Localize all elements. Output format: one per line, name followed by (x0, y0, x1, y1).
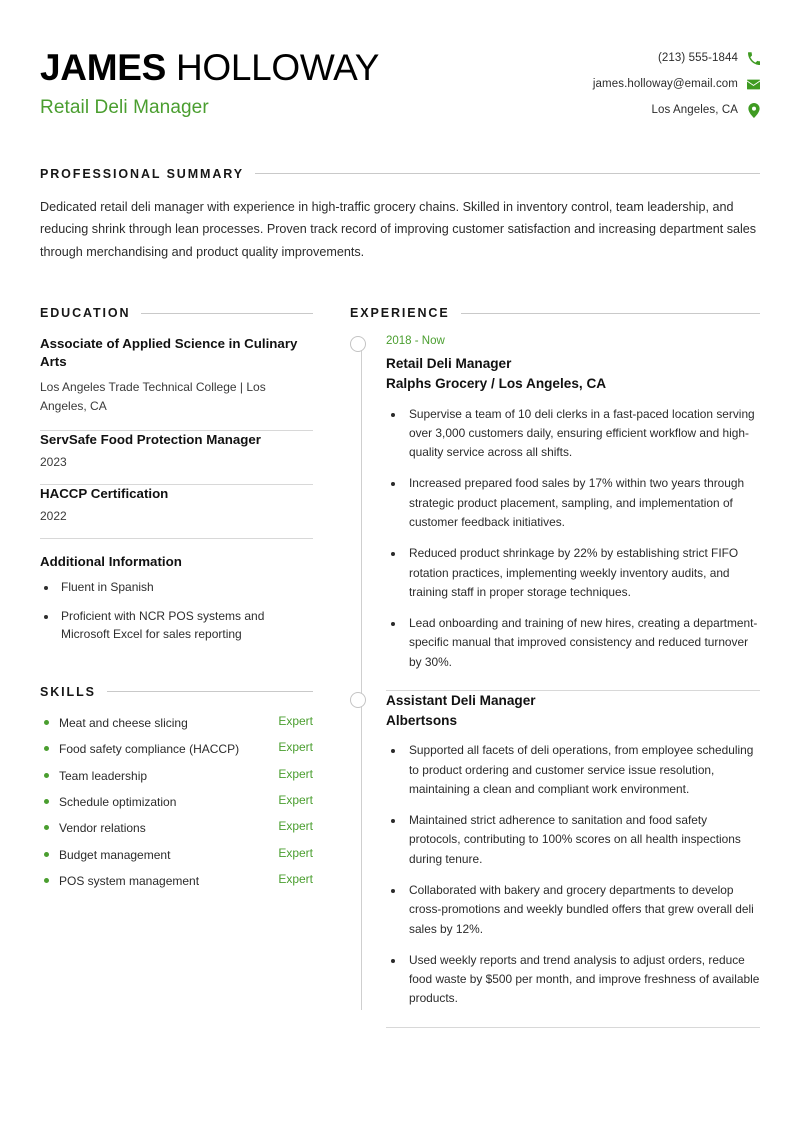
heading-rule (107, 691, 313, 692)
education-section (40, 306, 313, 643)
skill-level: Expert (278, 713, 313, 728)
skill-name: Schedule optimization (59, 795, 177, 810)
skill-item (40, 819, 313, 837)
page-title (40, 48, 379, 88)
heading-rule (141, 313, 313, 314)
summary-text: Dedicated retail deli manager with experience in high-traffic grocery chains. Skilled in inventory control, team leadership, and reducing shrink through lean processes. Proven track record of improving customer satisfaction and increasing department sales through merchandising and product quality improvements. (40, 199, 757, 259)
skill-level: Expert (278, 872, 313, 887)
skill-item (40, 793, 313, 811)
education-heading-label: EDUCATION (40, 306, 131, 321)
skill-item (40, 740, 313, 758)
timeline-marker-icon (350, 336, 366, 352)
experience-role: Retail Deli Manager (386, 356, 512, 372)
skill-item (40, 767, 313, 785)
experience-bullet-list (386, 741, 760, 1008)
experience-company: Albertsons (386, 712, 458, 728)
job-title: Retail Deli Manager (40, 96, 209, 118)
skill-level: Expert (278, 819, 313, 834)
list-item: • Reduced product shrinkage by 22% by establishing strict FIFO rotation practices, implementing weekly inventory audits, and training staff in proper storage techniques. (405, 544, 760, 602)
divider (386, 1027, 760, 1028)
additional-information-block (40, 539, 313, 643)
education-degree: ServSafe Food Protection Manager (40, 431, 261, 447)
experience-section-heading (350, 306, 760, 320)
experience-date: 2018 - Now (386, 335, 445, 348)
skills-section-heading (40, 685, 313, 699)
bullet-icon (44, 773, 49, 778)
education-year: 2023 (40, 454, 67, 469)
list-item: • Supported all facets of deli operations, from employee scheduling to product ordering and customer service issue resolution, maintaining a clean and compliant work environment. (405, 741, 760, 799)
summary-section-heading (40, 167, 760, 181)
education-entry (40, 335, 313, 430)
heading-rule (461, 313, 760, 314)
envelope-icon (747, 77, 760, 91)
experience-timeline (350, 335, 760, 1028)
list-item: • Proficient with NCR POS systems and Microsoft Excel for sales reporting (58, 607, 313, 643)
list-item: • Increased prepared food sales by 17% within two years through strategic product placement, sampling, and implementation of customer feedback initiatives. (405, 474, 760, 532)
contact-location-text: Los Angeles, CA (651, 104, 738, 116)
last-name: HOLLOWAY (175, 47, 380, 88)
additional-information-title: Additional Information (40, 553, 182, 569)
contact-phone[interactable] (593, 51, 760, 65)
bullet-icon (44, 720, 49, 725)
timeline-marker-icon (350, 692, 366, 708)
skill-item (40, 872, 313, 890)
bullet-icon (44, 852, 49, 857)
experience-entry (386, 335, 760, 690)
body-columns (40, 306, 760, 1028)
skill-name: Vendor relations (59, 821, 146, 836)
skill-level: Expert (278, 766, 313, 781)
contact-email-text: james.holloway@email.com (592, 78, 738, 90)
experience-entry (386, 691, 760, 1027)
professional-summary-section (40, 167, 760, 263)
bullet-icon (44, 799, 49, 804)
skill-item (40, 714, 313, 732)
contact-phone-text: (213) 555-1844 (657, 52, 738, 64)
list-item: • Fluent in Spanish (58, 578, 313, 596)
experience-company: Ralphs Grocery / Los Angeles, CA (386, 375, 607, 391)
list-item: • Maintained strict adherence to sanitation and food safety protocols, contributing to 100% scores on all health inspections during tenure. (405, 811, 760, 869)
skill-name: POS system management (59, 874, 200, 889)
education-entry (40, 485, 313, 538)
skill-level: Expert (278, 740, 313, 755)
identity-block (40, 46, 379, 119)
resume-header (40, 40, 760, 119)
additional-information-list (40, 578, 313, 643)
education-entry (40, 431, 313, 484)
education-school: Los Angeles Trade Technical College | Los Angeles, CA (40, 380, 266, 413)
bullet-icon (44, 825, 49, 830)
phone-icon (747, 51, 760, 65)
contact-email[interactable] (593, 77, 760, 91)
timeline-line (361, 349, 362, 1010)
list-item: • Collaborated with bakery and grocery departments to develop cross-promotions and weekly bundled offers that grew overall deli sales by 12%. (405, 881, 760, 939)
heading-rule (255, 173, 760, 174)
contact-block (593, 46, 760, 117)
experience-bullet-list (386, 405, 760, 672)
summary-heading-label: PROFESSIONAL SUMMARY (40, 166, 244, 181)
bullet-icon (44, 746, 49, 751)
skill-name: Budget management (59, 847, 171, 862)
experience-role: Assistant Deli Manager (386, 692, 536, 708)
education-degree: Associate of Applied Science in Culinary Arts (40, 336, 298, 370)
list-item: • Used weekly reports and trend analysis to adjust orders, reduce food waste by $500 per month, and improve freshness of available products. (405, 951, 760, 1009)
skills-section (40, 685, 313, 891)
right-column (350, 306, 760, 1028)
first-name: JAMES (40, 47, 166, 88)
experience-heading-label: EXPERIENCE (350, 306, 450, 321)
skill-name: Meat and cheese slicing (59, 715, 188, 730)
left-column (40, 306, 313, 898)
skill-name: Team leadership (59, 768, 148, 783)
skill-level: Expert (278, 845, 313, 860)
map-pin-icon (747, 103, 760, 117)
list-item: • Supervise a team of 10 deli clerks in a fast-paced location serving over 3,000 customers daily, ensuring efficient workflow and high-quality service across all shifts. (405, 405, 760, 463)
education-degree: HACCP Certification (40, 485, 169, 501)
list-item: • Lead onboarding and training of new hires, creating a department-specific manual that improved consistency and reduced turnover by 30%. (405, 614, 760, 672)
contact-location[interactable] (593, 103, 760, 117)
education-section-heading (40, 306, 313, 320)
skill-level: Expert (278, 793, 313, 808)
bullet-icon (44, 878, 49, 883)
skill-name: Food safety compliance (HACCP) (59, 742, 240, 757)
skills-heading-label: SKILLS (40, 684, 96, 699)
education-year: 2022 (40, 508, 67, 523)
skill-item (40, 846, 313, 864)
